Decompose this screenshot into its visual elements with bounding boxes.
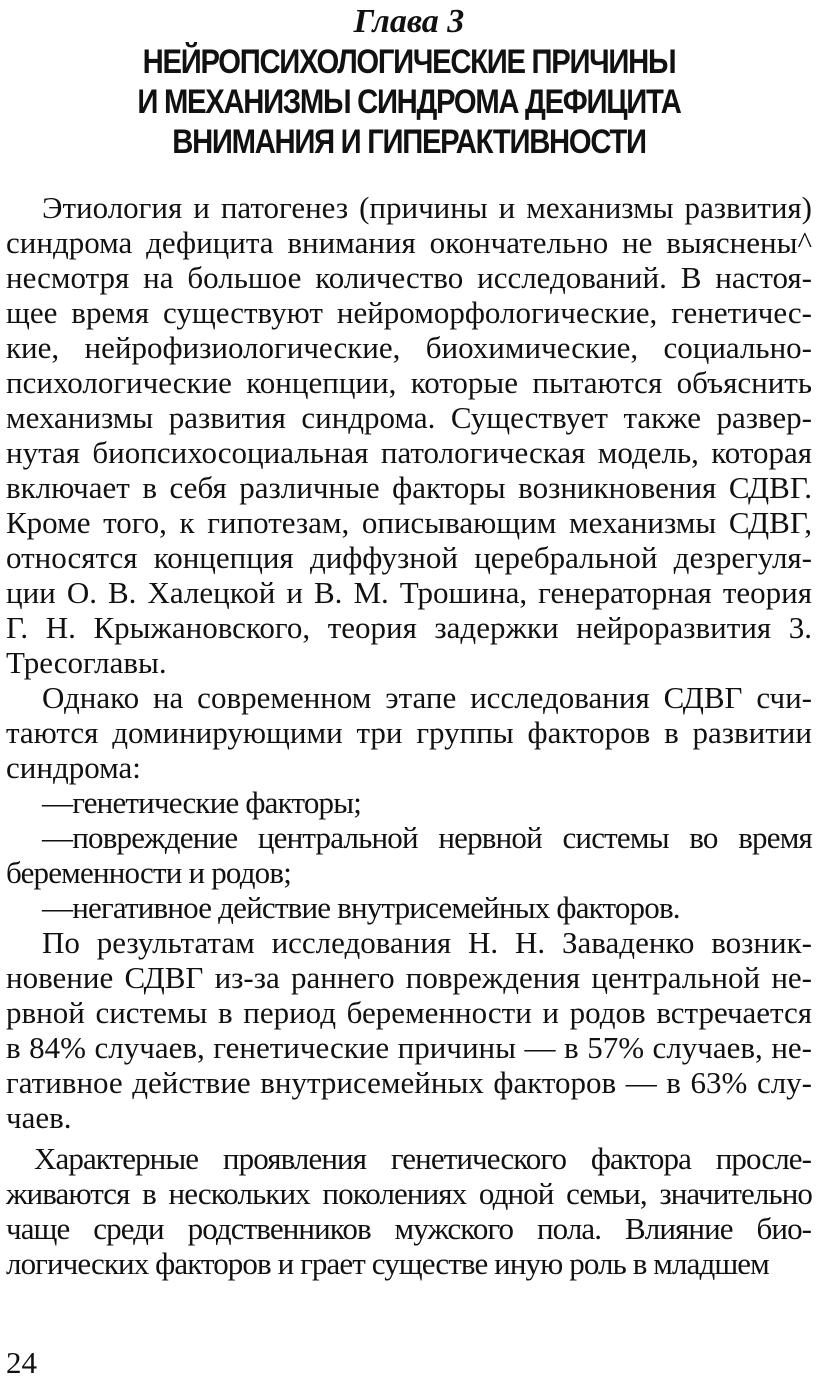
list-item-family: —негативное действие внутрисемейных факторов. [42, 890, 680, 925]
list-item-cns-damage: —повреждение центральной нервной системы во время беременности и родов; [6, 820, 812, 890]
page-number: 24 [6, 1345, 37, 1380]
chapter-title-line-2: И МЕХАНИЗМЫ СИНДРОМА ДЕФИЦИТА [137, 83, 681, 121]
paragraph-dominant-factors: Однако на современном этапе исследования СДВГ считаются доминирующими три группы факторов в развитии синдрома: [6, 680, 812, 785]
paragraph-zavadenko-results: По результатам исследования Н. Н. Заваденко возникновение СДВГ из-за раннего повреждения центральной нервной системы в период беременности и родов встречается в 84% случаев, генетические причины — в 57% случаев, негативное действие внутрисемейных факторов — в 63% случаев. [6, 925, 812, 1135]
paragraph-etiology: Этиология и патогенез (причины и механизмы развития) синдрома дефицита внимания окончательно не выяснены^ несмотря на большое количество исследований. В настоящее время существуют нейроморфологические, генетические, нейрофизиологические, биохимические, социально-психологические концепции, которые пытаются объяснить механизмы развития синдрома. Существует также развернутая биопсихосоциальная патологическая модель, которая включает в себя различные факторы возникновения СДВГ. Кроме того, к гипотезам, описывающим механизмы СДВГ, относятся концепция диффузной церебральной дезрегуляции О. В. Халецкой и В. М. Трошина, генераторная теория Г. Н. Крыжановского, теория задержки нейроразвития 3. Тресоглавы. [6, 190, 812, 680]
body-text [6, 190, 812, 1281]
list-item-genetic: —генетические факторы; [42, 785, 362, 820]
chapter-label: Глава 3 [353, 3, 465, 40]
paragraph-genetic-manifestations: Характерные проявления генетического фактора прослеживаются в нескольких поколениях одной семьи, значительно чаще среди родственников мужского пола. Влияние биологических факторов и грает существе иную роль в младшем [6, 1141, 812, 1281]
chapter-title [62, 42, 755, 162]
chapter-title-line-1: НЕЙРОПСИХОЛОГИЧЕСКИЕ ПРИЧИНЫ [142, 43, 676, 81]
chapter-title-line-3: ВНИМАНИЯ И ГИПЕРАКТИВНОСТИ [172, 123, 646, 161]
